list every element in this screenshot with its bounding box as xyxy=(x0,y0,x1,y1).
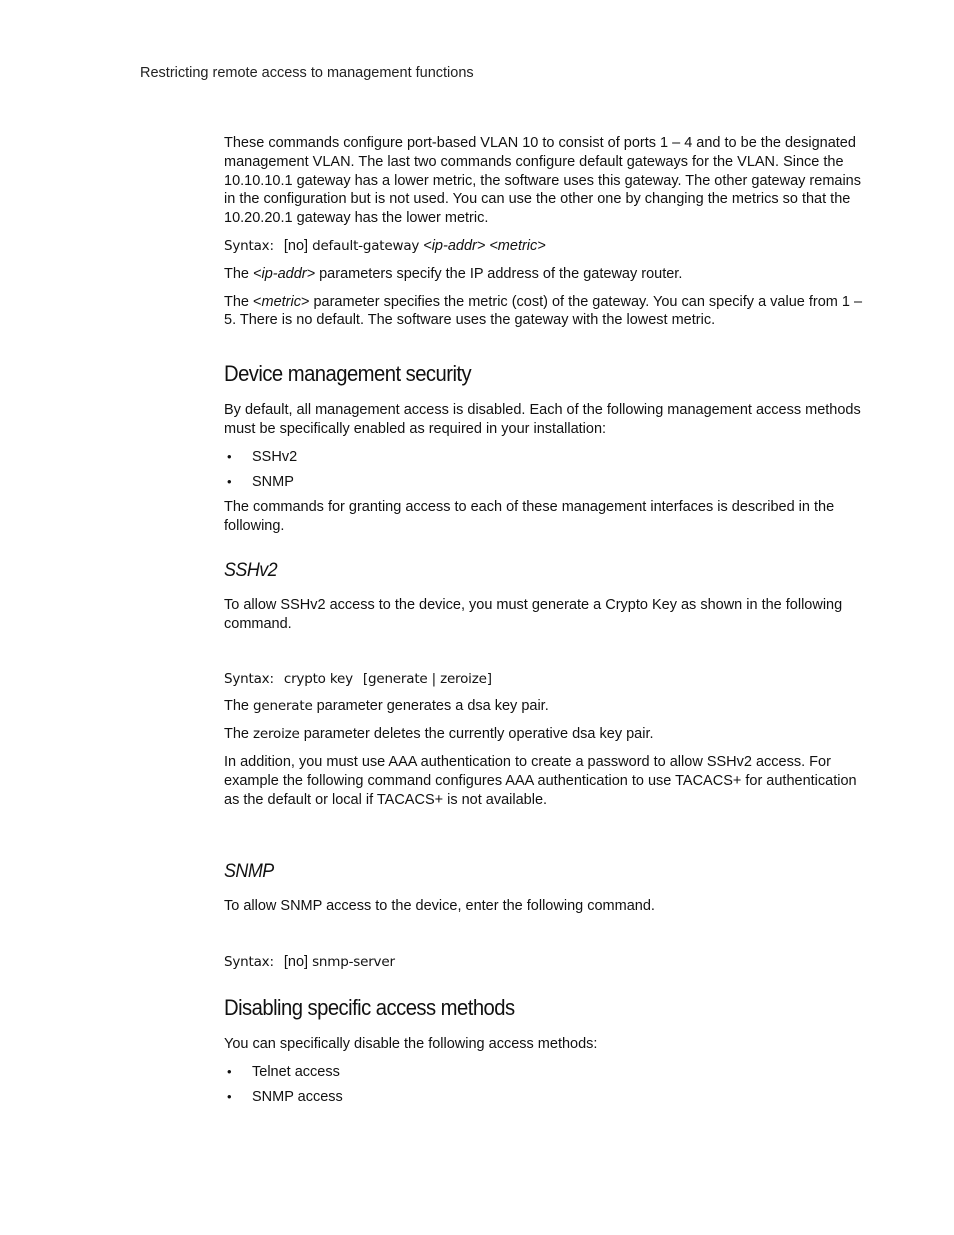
syntax-snmp-server xyxy=(224,953,870,972)
metric-post: > parameter specifies the metric (cost) of the gateway. You can specify a value from 1 – 5. There is no default. The software uses the gateway with the lowest metric. xyxy=(224,293,863,329)
zeroize-paragraph xyxy=(224,725,870,744)
heading-snmp: SNMP xyxy=(224,860,274,883)
disable-methods-list xyxy=(224,1063,870,1107)
list-item-label: SNMP access xyxy=(252,1088,343,1105)
syntax-label: Syntax: xyxy=(224,954,274,971)
page-content xyxy=(224,134,870,1113)
bullet-icon: • xyxy=(227,473,232,489)
heading-device-management-security: Device management security xyxy=(224,361,472,387)
metric-pre: The < xyxy=(224,293,262,310)
running-header: Restricting remote access to management functions xyxy=(140,65,474,81)
syntax-no-option: [no] xyxy=(283,237,309,254)
syntax-crypto-key xyxy=(224,670,870,689)
list-item-label: Telnet access xyxy=(252,1063,340,1080)
syntax-default-gateway xyxy=(224,237,870,256)
intro-paragraph: These commands configure port-based VLAN 10 to consist of ports 1 – 4 and to be the designated management VLAN. The last two commands configure default gateways for the VLAN. Since the 10.10.10.1 gateway has a lower metric, the software uses this gateway. The other gateway remains in the configuration but is not used. You can use the other one by changing the metrics so that the 10.20.20.1 gateway has the lower metric. xyxy=(224,135,861,227)
access-methods-list xyxy=(224,448,870,492)
list-item xyxy=(224,448,870,467)
bullet-icon: • xyxy=(227,1088,232,1104)
syntax-command: snmp-server xyxy=(312,954,395,971)
list-item-label: SNMP xyxy=(252,473,294,490)
snmp-paragraph: To allow SNMP access to the device, enter the following command. xyxy=(224,898,655,915)
syntax-command: default-gateway xyxy=(312,237,420,254)
syntax-label: Syntax: xyxy=(224,237,274,254)
aaa-paragraph: In addition, you must use AAA authentication to create a password to allow SSHv2 access. For example the following command configures AAA authentication to use TACACS+ for authentication as the default or local if TACACS+ is not available. xyxy=(224,753,857,808)
zeroize-pre: The xyxy=(224,726,254,743)
syntax-label: Syntax: xyxy=(224,670,274,687)
generate-pre: The xyxy=(224,698,254,715)
list-item xyxy=(224,1063,870,1082)
zeroize-post: parameter deletes the currently operative dsa key pair. xyxy=(299,726,654,743)
list-item xyxy=(224,1088,870,1107)
list-item xyxy=(224,473,870,492)
generate-keyword: generate xyxy=(253,698,313,715)
generate-post: parameter generates a dsa key pair. xyxy=(312,698,549,715)
generate-paragraph xyxy=(224,697,870,716)
heading-disabling-access-methods: Disabling specific access methods xyxy=(224,994,515,1020)
disabling-paragraph: You can specifically disable the following access methods: xyxy=(224,1035,598,1052)
syntax-no-option: [no] xyxy=(283,954,309,971)
syntax-args: <ip-addr> <metric> xyxy=(423,237,546,254)
list-item-label: SSHv2 xyxy=(252,448,298,465)
ipaddr-paragraph xyxy=(224,265,870,284)
ipaddr-post: parameters specify the IP address of the gateway router. xyxy=(315,265,683,282)
device-security-closing: The commands for granting access to each of these management interfaces is described in the following. xyxy=(224,499,835,535)
metric-paragraph xyxy=(224,293,870,331)
heading-sshv2: SSHv2 xyxy=(224,558,278,581)
syntax-args: [generate | zeroize] xyxy=(362,670,492,687)
ipaddr-param: <ip-addr> xyxy=(253,265,316,282)
device-security-paragraph: By default, all management access is disabled. Each of the following management access methods must be specifically enabled as required in your installation: xyxy=(224,402,861,437)
bullet-icon: • xyxy=(227,448,232,464)
sshv2-paragraph: To allow SSHv2 access to the device, you must generate a Crypto Key as shown in the following command. xyxy=(224,596,843,632)
zeroize-keyword: zeroize xyxy=(253,726,300,743)
ipaddr-pre: The xyxy=(224,265,254,282)
metric-param: metric xyxy=(261,293,301,310)
bullet-icon: • xyxy=(227,1063,232,1079)
syntax-command: crypto key xyxy=(283,670,353,687)
